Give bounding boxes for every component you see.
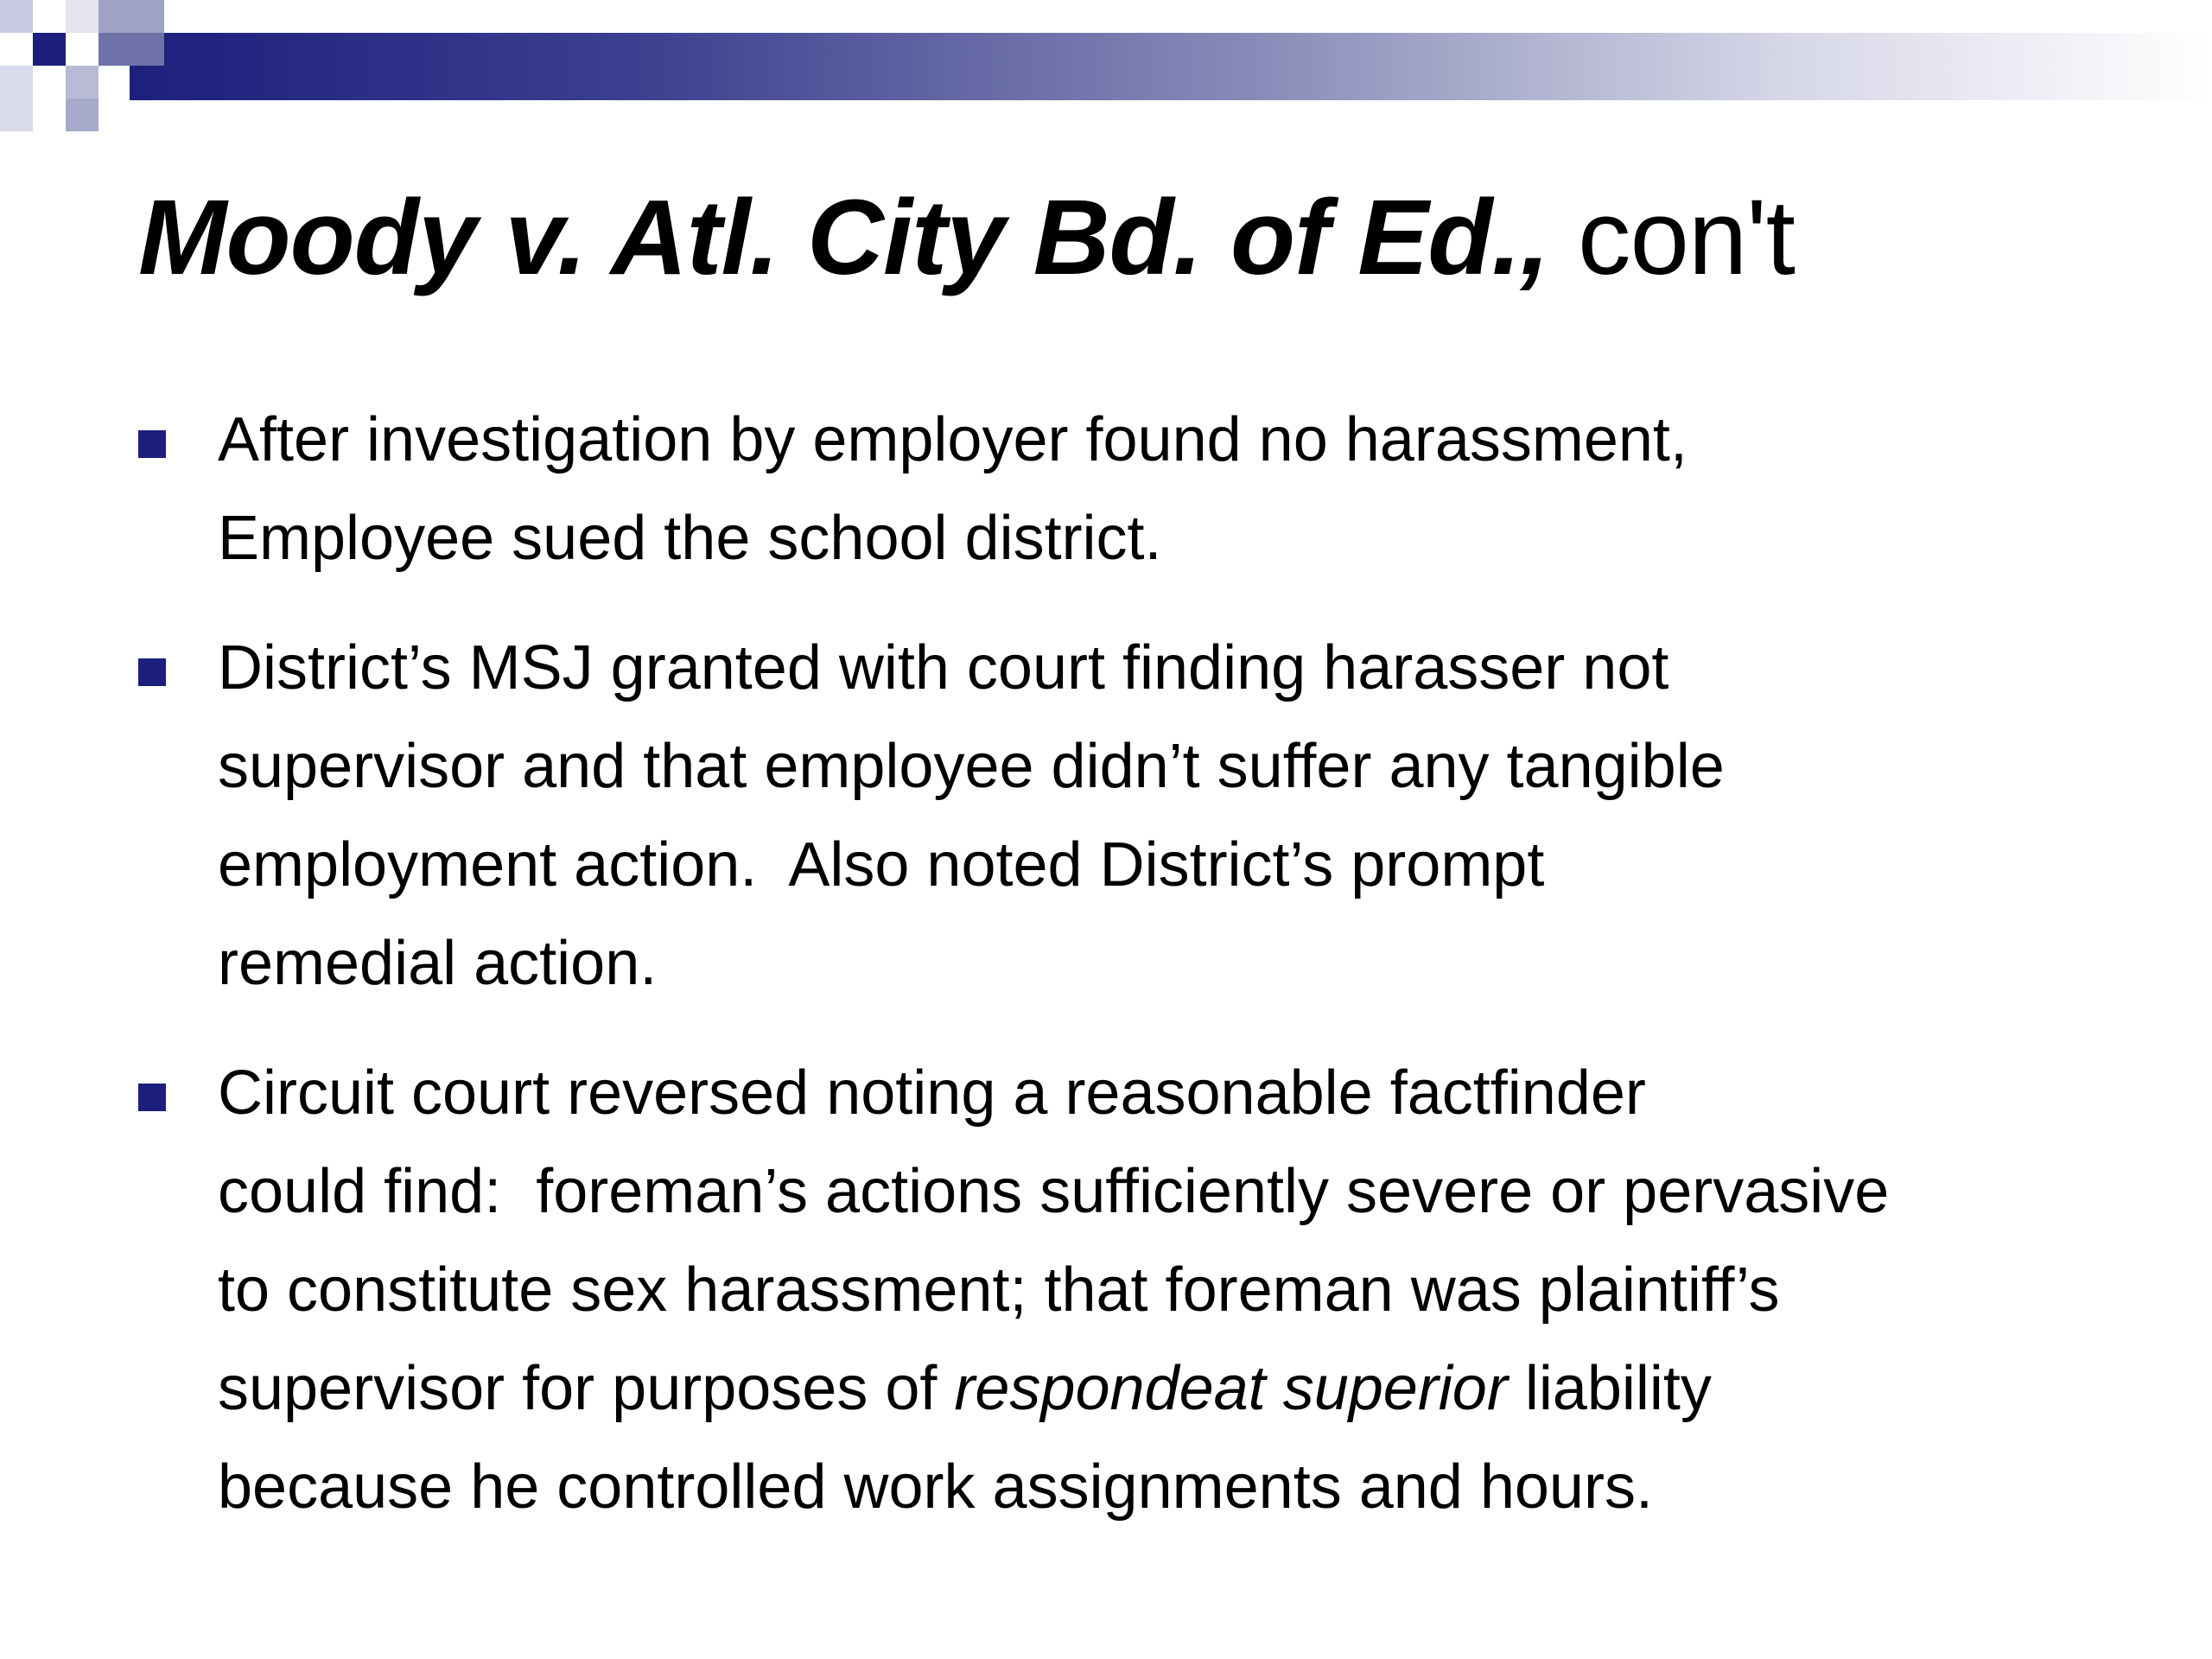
title-suffix: con't [1548,179,1795,297]
decor-square [0,0,33,33]
legal-term-italic: respondeat superior [954,1354,1508,1423]
bullet-line: because he controlled work assignments and hours. [218,1452,1653,1522]
bullet-text: liability [1507,1354,1712,1423]
bullet-line: supervisor and that employee didn’t suffer any tangible [218,732,1725,801]
bullet-line: remedial action. [218,929,658,998]
bullet-item-1 [138,391,2126,588]
title-case-name: Moody v. Atl. City Bd. of Ed., [138,179,1549,297]
bullet-line: Employee sued the school district. [218,504,1162,573]
bullet-square-icon [138,430,166,458]
bullet-line: Circuit court reversed noting a reasonable factfinder [218,1058,1646,1128]
decor-square [99,0,164,33]
bullet-line: After investigation by employer found no harassment, [218,405,1688,474]
bullet-item-2 [138,619,2126,1013]
bullet-line: District’s MSJ granted with court finding harasser not [218,633,1669,702]
bullet-text: supervisor for purposes of [218,1354,955,1423]
header-gradient-bar [130,33,2212,100]
decor-square [66,99,99,131]
bullet-line: to constitute sex harassment; that foreman was plaintiff’s [218,1255,1780,1325]
bullet-line: could find: foreman’s actions sufficiently severe or pervasive [218,1157,1890,1226]
decor-square [33,33,66,66]
bullet-item-3 [138,1044,2126,1536]
decor-square [0,66,33,131]
bullet-line: employment action. Also noted District’s prompt [218,830,1545,899]
decorative-squares [0,0,173,138]
bullet-line [218,1339,2126,1438]
decor-square [66,0,99,33]
slide-title [138,169,2126,308]
bullet-square-icon [138,1084,166,1111]
decor-square [99,33,164,66]
decor-square [66,66,99,99]
bullet-square-icon [138,658,166,686]
bullet-list [138,391,2126,1567]
